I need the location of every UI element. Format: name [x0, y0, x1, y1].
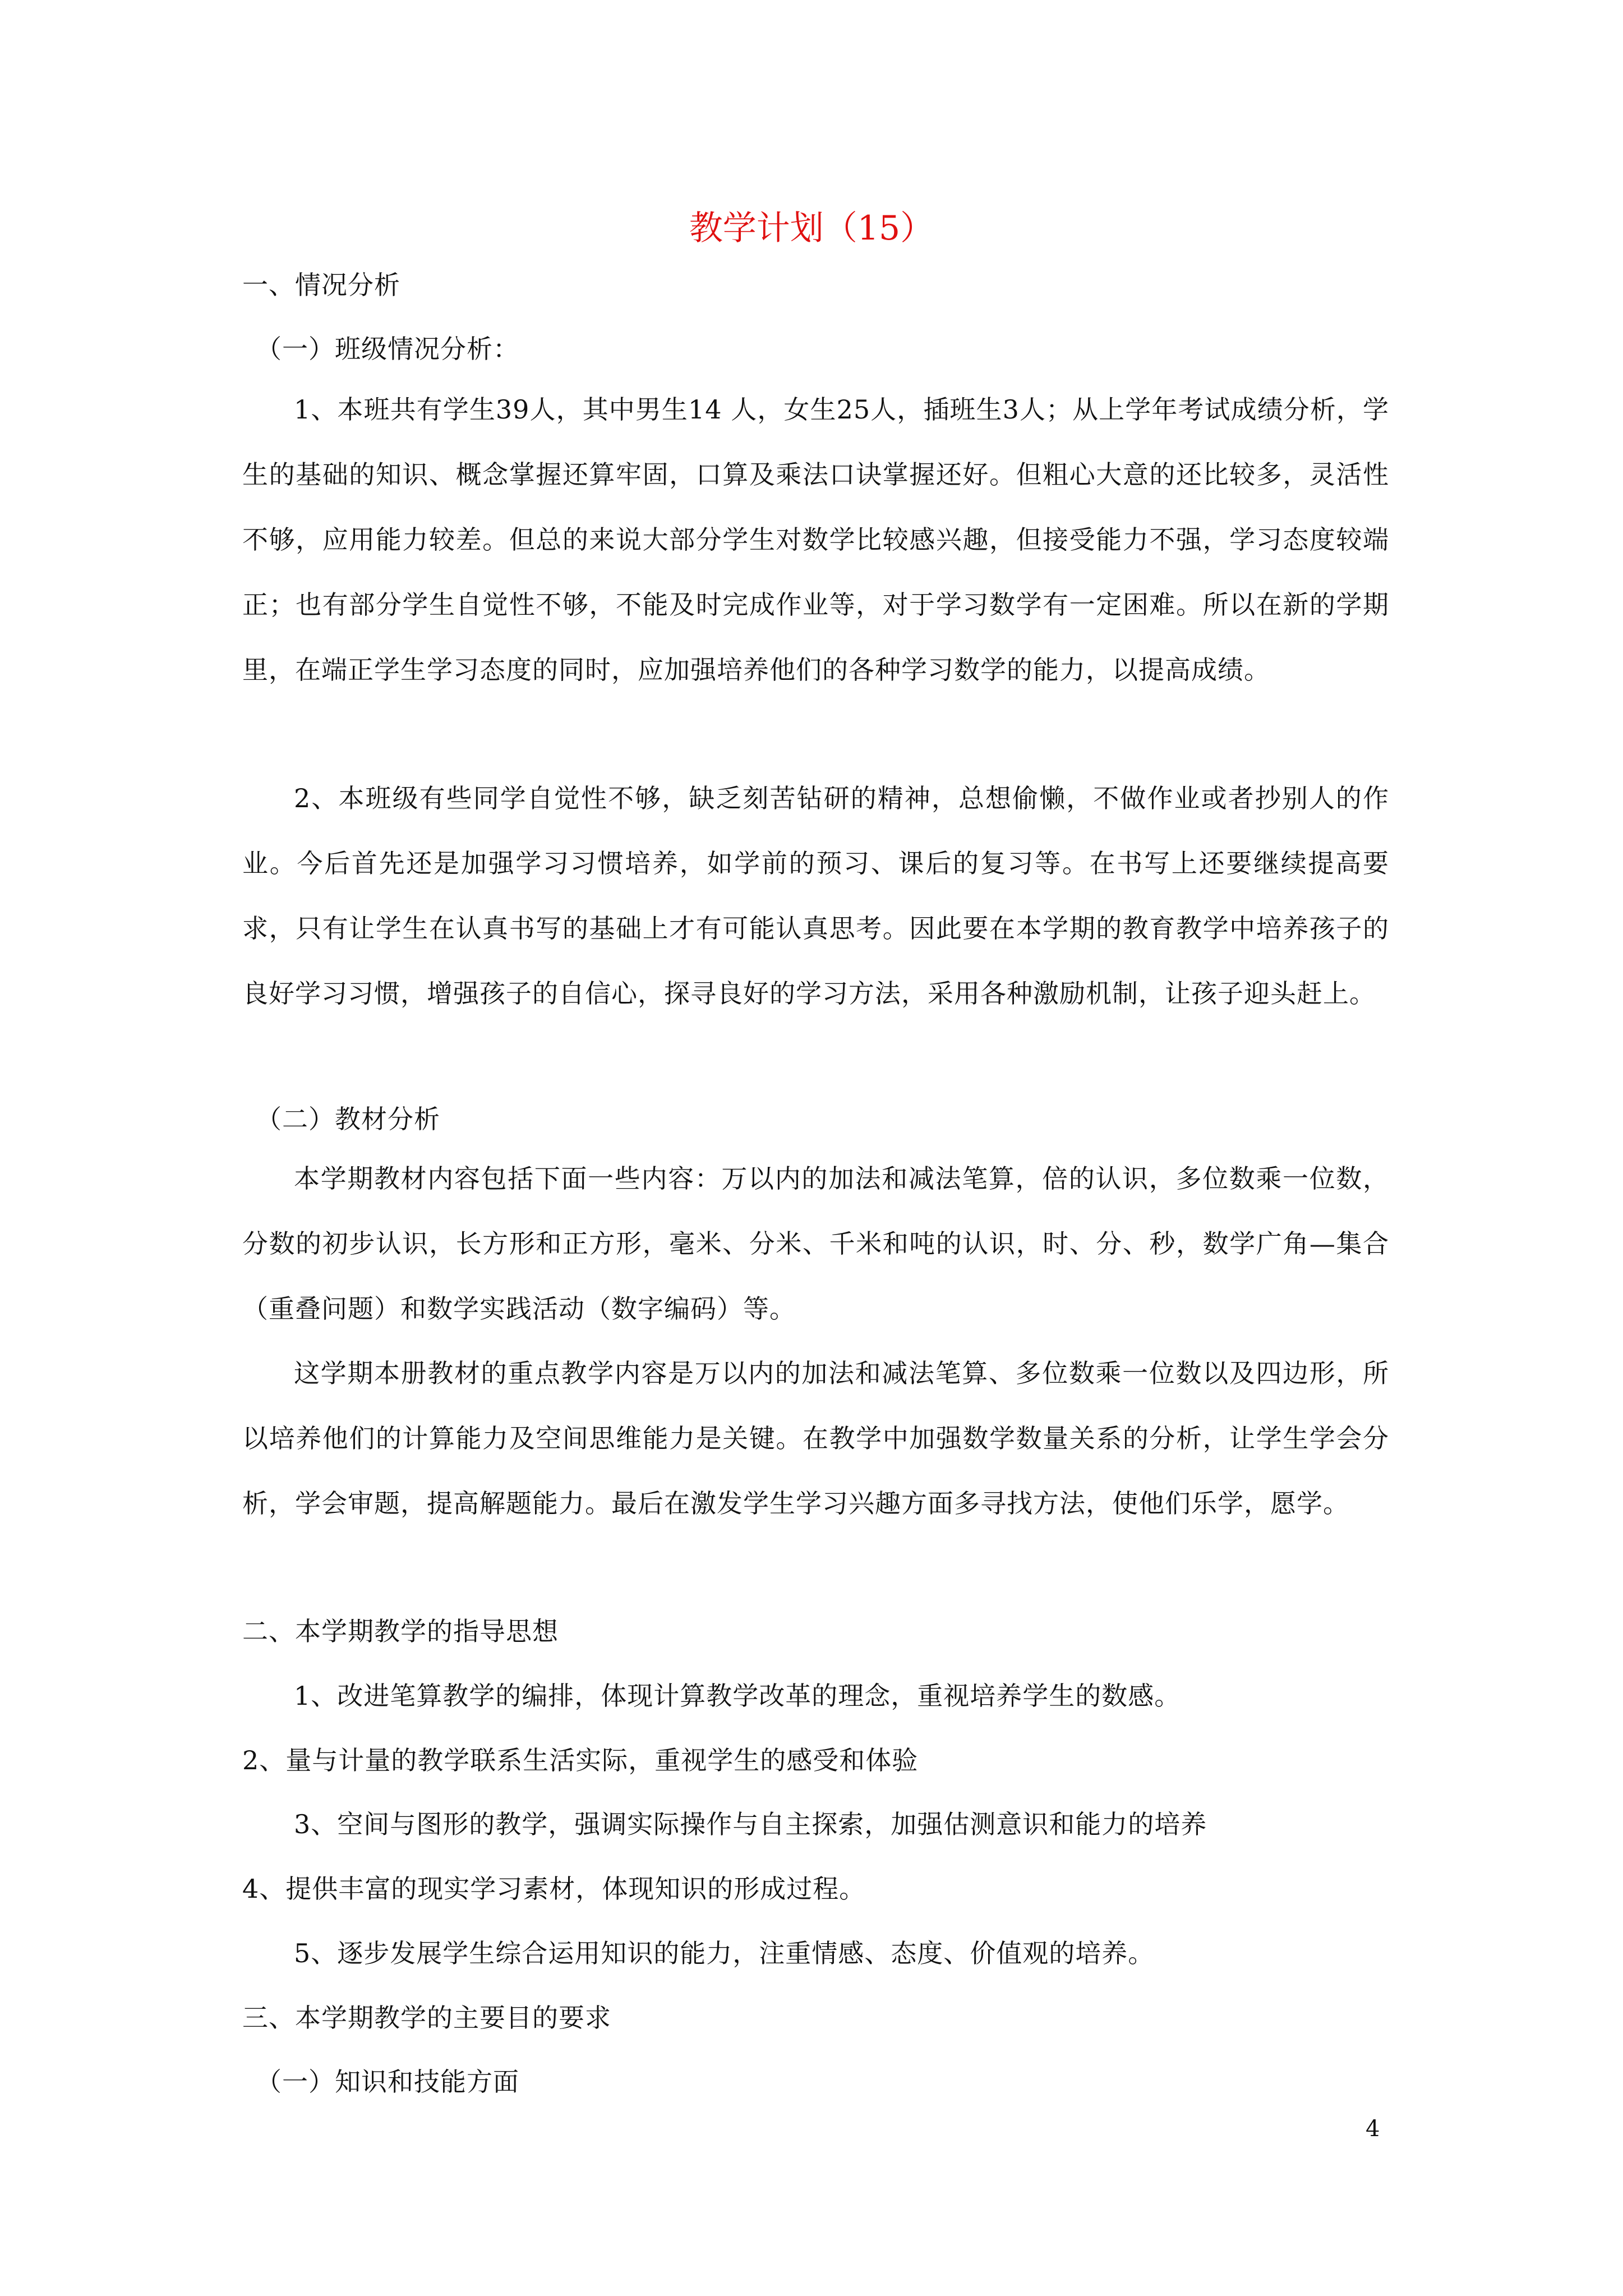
- paragraph-textbook-content: 本学期教材内容包括下面一些内容：万以内的加法和减法笔算，倍的认识，多位数乘一位数，分数的初步认识，长方形和正方形，毫米、分米、千米和吨的认识，时、分、秒，数学广角—集合（重叠问题）和数学实践活动（数字编码）等。: [242, 1163, 1389, 1324]
- section-heading-3: 三、本学期教学的主要目的要求: [242, 2003, 611, 2033]
- paragraph-class-situation: 1、本班共有学生39人，其中男生14 人，女生25人，插班生3人；从上学年考试成绩分析，学生的基础的知识、概念掌握还算牢固，口算及乘法口诀掌握还好。但粗心大意的还比较多，灵活性不够，应用能力较差。但总的来说大部分学生对数学比较感兴趣，但接受能力不强，学习态度较端正；也有部分学生自觉性不够，不能及时完成作业等，对于学习数学有一定困难。所以在新的学期里，在端正学生学习态度的同时，应加强培养他们的各种学习数学的能力，以提高成绩。: [242, 394, 1389, 685]
- section-heading-1: 一、情况分析: [242, 270, 400, 300]
- guideline-item-2: 2、量与计量的教学联系生活实际，重视学生的感受和体验: [242, 1745, 919, 1775]
- paragraph-teaching-focus: 这学期本册教材的重点教学内容是万以内的加法和减法笔算、多位数乘一位数以及四边形，所以培养他们的计算能力及空间思维能力是关键。在教学中加强数学数量关系的分析，让学生学会分析，学会审题，提高解题能力。最后在激发学生学习兴趣方面多寻找方法，使他们乐学，愿学。: [242, 1358, 1389, 1519]
- guideline-item-5: 5、逐步发展学生综合运用知识的能力，注重情感、态度、价值观的培养。: [294, 1938, 1155, 1968]
- subsection-heading-textbook-analysis: （二）教材分析: [256, 1104, 440, 1134]
- guideline-item-4: 4、提供丰富的现实学习素材，体现知识的形成过程。: [242, 1874, 866, 1904]
- paragraph-study-habits: 2、本班级有些同学自觉性不够，缺乏刻苦钻研的精神，总想偷懒，不做作业或者抄别人的作业。今后首先还是加强学习习惯培养，如学前的预习、课后的复习等。在书写上还要继续提高要求，只有让学生在认真书写的基础上才有可能认真思考。因此要在本学期的教育教学中培养孩子的良好学习习惯，增强孩子的自信心，探寻良好的学习方法，采用各种激励机制，让孩子迎头赶上。: [242, 783, 1389, 1009]
- subsection-heading-knowledge-skills: （一）知识和技能方面: [256, 2067, 519, 2097]
- document-title: 教学计划（15）: [689, 209, 934, 248]
- guideline-item-1: 1、改进笔算教学的编排，体现计算教学改革的理念，重视培养学生的数感。: [294, 1681, 1181, 1711]
- section-heading-2: 二、本学期教学的指导思想: [242, 1616, 559, 1646]
- subsection-heading-class-analysis: （一）班级情况分析：: [256, 334, 519, 364]
- guideline-item-3: 3、空间与图形的教学，强调实际操作与自主探索，加强估测意识和能力的培养: [294, 1809, 1207, 1839]
- page-number: 4: [1366, 2116, 1380, 2142]
